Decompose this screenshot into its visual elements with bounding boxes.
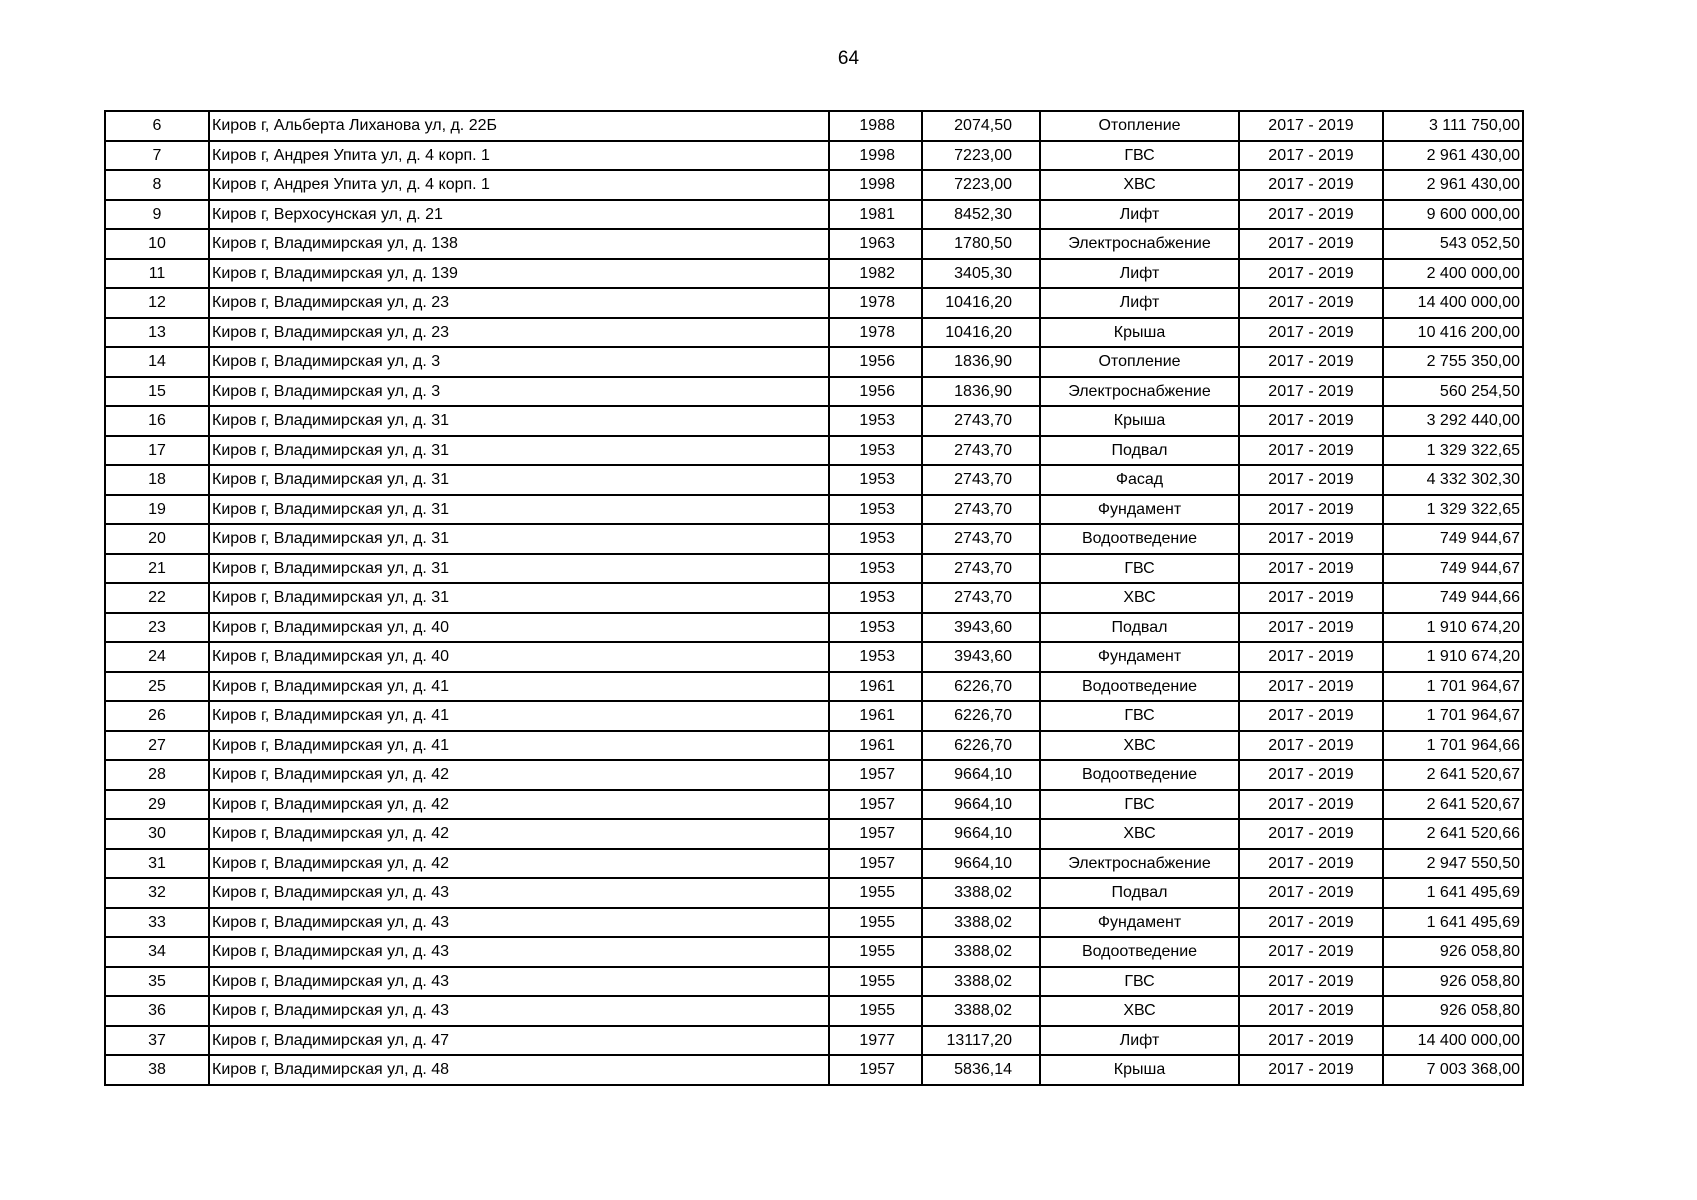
address-cell: Киров г, Альберта Лиханова ул, д. 22Б xyxy=(209,111,829,141)
row-number-cell: 12 xyxy=(105,288,209,318)
area-cell: 2743,70 xyxy=(922,583,1040,613)
area-cell: 13117,20 xyxy=(922,1026,1040,1056)
period-cell: 2017 - 2019 xyxy=(1239,908,1383,938)
period-cell: 2017 - 2019 xyxy=(1239,170,1383,200)
area-cell: 9664,10 xyxy=(922,849,1040,879)
table-row xyxy=(105,790,1523,820)
area-cell: 1836,90 xyxy=(922,347,1040,377)
cost-cell: 2 755 350,00 xyxy=(1383,347,1523,377)
build-year-cell: 1953 xyxy=(829,436,922,466)
address-cell: Киров г, Андрея Упита ул, д. 4 корп. 1 xyxy=(209,141,829,171)
table-row xyxy=(105,937,1523,967)
address-cell: Киров г, Владимирская ул, д. 42 xyxy=(209,819,829,849)
period-cell: 2017 - 2019 xyxy=(1239,465,1383,495)
work-type-cell: ХВС xyxy=(1040,731,1239,761)
period-cell: 2017 - 2019 xyxy=(1239,731,1383,761)
table-row xyxy=(105,229,1523,259)
page-number: 64 xyxy=(837,48,860,69)
table-row xyxy=(105,495,1523,525)
area-cell: 3388,02 xyxy=(922,996,1040,1026)
build-year-cell: 1963 xyxy=(829,229,922,259)
work-type-cell: Крыша xyxy=(1040,318,1239,348)
period-cell: 2017 - 2019 xyxy=(1239,701,1383,731)
address-cell: Киров г, Верхосунская ул, д. 21 xyxy=(209,200,829,230)
cost-cell: 1 641 495,69 xyxy=(1383,878,1523,908)
work-type-cell: ГВС xyxy=(1040,554,1239,584)
table-row xyxy=(105,613,1523,643)
table-row xyxy=(105,524,1523,554)
table-row xyxy=(105,377,1523,407)
build-year-cell: 1957 xyxy=(829,760,922,790)
area-cell: 6226,70 xyxy=(922,701,1040,731)
cost-cell: 14 400 000,00 xyxy=(1383,1026,1523,1056)
cost-cell: 2 641 520,67 xyxy=(1383,790,1523,820)
row-number-cell: 6 xyxy=(105,111,209,141)
address-cell: Киров г, Владимирская ул, д. 41 xyxy=(209,731,829,761)
table-row xyxy=(105,967,1523,997)
row-number-cell: 38 xyxy=(105,1055,209,1085)
cost-cell: 7 003 368,00 xyxy=(1383,1055,1523,1085)
build-year-cell: 1953 xyxy=(829,554,922,584)
build-year-cell: 1998 xyxy=(829,170,922,200)
table-row xyxy=(105,642,1523,672)
row-number-cell: 17 xyxy=(105,436,209,466)
period-cell: 2017 - 2019 xyxy=(1239,436,1383,466)
table-row xyxy=(105,200,1523,230)
row-number-cell: 21 xyxy=(105,554,209,584)
address-cell: Киров г, Владимирская ул, д. 3 xyxy=(209,377,829,407)
work-type-cell: Фасад xyxy=(1040,465,1239,495)
address-cell: Киров г, Владимирская ул, д. 138 xyxy=(209,229,829,259)
work-type-cell: Водоотведение xyxy=(1040,672,1239,702)
period-cell: 2017 - 2019 xyxy=(1239,849,1383,879)
build-year-cell: 1957 xyxy=(829,819,922,849)
cost-cell: 3 111 750,00 xyxy=(1383,111,1523,141)
row-number-cell: 9 xyxy=(105,200,209,230)
work-type-cell: Подвал xyxy=(1040,613,1239,643)
work-type-cell: ХВС xyxy=(1040,996,1239,1026)
period-cell: 2017 - 2019 xyxy=(1239,377,1383,407)
work-type-cell: Лифт xyxy=(1040,288,1239,318)
row-number-cell: 30 xyxy=(105,819,209,849)
row-number-cell: 28 xyxy=(105,760,209,790)
cost-cell: 10 416 200,00 xyxy=(1383,318,1523,348)
cost-cell: 926 058,80 xyxy=(1383,967,1523,997)
period-cell: 2017 - 2019 xyxy=(1239,672,1383,702)
row-number-cell: 18 xyxy=(105,465,209,495)
table-row xyxy=(105,701,1523,731)
work-type-cell: Фундамент xyxy=(1040,495,1239,525)
address-cell: Киров г, Владимирская ул, д. 42 xyxy=(209,760,829,790)
cost-cell: 749 944,67 xyxy=(1383,554,1523,584)
build-year-cell: 1961 xyxy=(829,731,922,761)
row-number-cell: 26 xyxy=(105,701,209,731)
period-cell: 2017 - 2019 xyxy=(1239,495,1383,525)
area-cell: 9664,10 xyxy=(922,819,1040,849)
table-row xyxy=(105,849,1523,879)
row-number-cell: 32 xyxy=(105,878,209,908)
period-cell: 2017 - 2019 xyxy=(1239,583,1383,613)
table-row xyxy=(105,259,1523,289)
period-cell: 2017 - 2019 xyxy=(1239,318,1383,348)
area-cell: 9664,10 xyxy=(922,760,1040,790)
period-cell: 2017 - 2019 xyxy=(1239,937,1383,967)
table-row xyxy=(105,288,1523,318)
cost-cell: 2 961 430,00 xyxy=(1383,170,1523,200)
build-year-cell: 1955 xyxy=(829,878,922,908)
cost-cell: 749 944,66 xyxy=(1383,583,1523,613)
cost-cell: 1 910 674,20 xyxy=(1383,642,1523,672)
build-year-cell: 1978 xyxy=(829,288,922,318)
work-type-cell: Водоотведение xyxy=(1040,524,1239,554)
work-type-cell: ГВС xyxy=(1040,701,1239,731)
period-cell: 2017 - 2019 xyxy=(1239,229,1383,259)
build-year-cell: 1953 xyxy=(829,583,922,613)
area-cell: 8452,30 xyxy=(922,200,1040,230)
address-cell: Киров г, Владимирская ул, д. 31 xyxy=(209,436,829,466)
build-year-cell: 1956 xyxy=(829,347,922,377)
address-cell: Киров г, Владимирская ул, д. 31 xyxy=(209,465,829,495)
address-cell: Киров г, Владимирская ул, д. 31 xyxy=(209,554,829,584)
table-row xyxy=(105,111,1523,141)
address-cell: Киров г, Владимирская ул, д. 31 xyxy=(209,583,829,613)
address-cell: Киров г, Владимирская ул, д. 47 xyxy=(209,1026,829,1056)
build-year-cell: 1988 xyxy=(829,111,922,141)
table-row xyxy=(105,583,1523,613)
period-cell: 2017 - 2019 xyxy=(1239,790,1383,820)
cost-cell: 749 944,67 xyxy=(1383,524,1523,554)
row-number-cell: 33 xyxy=(105,908,209,938)
build-year-cell: 1953 xyxy=(829,642,922,672)
row-number-cell: 31 xyxy=(105,849,209,879)
period-cell: 2017 - 2019 xyxy=(1239,111,1383,141)
table-row xyxy=(105,406,1523,436)
table-row xyxy=(105,731,1523,761)
address-cell: Киров г, Владимирская ул, д. 139 xyxy=(209,259,829,289)
area-cell: 7223,00 xyxy=(922,170,1040,200)
work-type-cell: Крыша xyxy=(1040,1055,1239,1085)
cost-cell: 926 058,80 xyxy=(1383,996,1523,1026)
row-number-cell: 37 xyxy=(105,1026,209,1056)
row-number-cell: 25 xyxy=(105,672,209,702)
table-row xyxy=(105,819,1523,849)
row-number-cell: 16 xyxy=(105,406,209,436)
row-number-cell: 19 xyxy=(105,495,209,525)
table-row xyxy=(105,141,1523,171)
work-type-cell: ГВС xyxy=(1040,790,1239,820)
period-cell: 2017 - 2019 xyxy=(1239,288,1383,318)
work-type-cell: Электроснабжение xyxy=(1040,229,1239,259)
cost-cell: 1 329 322,65 xyxy=(1383,495,1523,525)
work-type-cell: Электроснабжение xyxy=(1040,377,1239,407)
work-type-cell: Водоотведение xyxy=(1040,937,1239,967)
build-year-cell: 1956 xyxy=(829,377,922,407)
table-row xyxy=(105,347,1523,377)
build-year-cell: 1953 xyxy=(829,524,922,554)
cost-cell: 2 400 000,00 xyxy=(1383,259,1523,289)
table-row xyxy=(105,436,1523,466)
build-year-cell: 1957 xyxy=(829,849,922,879)
build-year-cell: 1953 xyxy=(829,613,922,643)
build-year-cell: 1977 xyxy=(829,1026,922,1056)
cost-cell: 543 052,50 xyxy=(1383,229,1523,259)
work-type-cell: ХВС xyxy=(1040,583,1239,613)
period-cell: 2017 - 2019 xyxy=(1239,996,1383,1026)
address-cell: Киров г, Владимирская ул, д. 43 xyxy=(209,908,829,938)
area-cell: 3943,60 xyxy=(922,642,1040,672)
address-cell: Киров г, Владимирская ул, д. 41 xyxy=(209,672,829,702)
address-cell: Киров г, Владимирская ул, д. 42 xyxy=(209,849,829,879)
work-type-cell: ХВС xyxy=(1040,170,1239,200)
period-cell: 2017 - 2019 xyxy=(1239,878,1383,908)
row-number-cell: 34 xyxy=(105,937,209,967)
period-cell: 2017 - 2019 xyxy=(1239,967,1383,997)
work-type-cell: Подвал xyxy=(1040,436,1239,466)
row-number-cell: 14 xyxy=(105,347,209,377)
period-cell: 2017 - 2019 xyxy=(1239,613,1383,643)
area-cell: 2743,70 xyxy=(922,554,1040,584)
period-cell: 2017 - 2019 xyxy=(1239,524,1383,554)
build-year-cell: 1953 xyxy=(829,495,922,525)
work-type-cell: Отопление xyxy=(1040,111,1239,141)
cost-cell: 1 701 964,67 xyxy=(1383,701,1523,731)
period-cell: 2017 - 2019 xyxy=(1239,141,1383,171)
address-cell: Киров г, Владимирская ул, д. 31 xyxy=(209,406,829,436)
work-type-cell: Фундамент xyxy=(1040,642,1239,672)
cost-cell: 4 332 302,30 xyxy=(1383,465,1523,495)
row-number-cell: 7 xyxy=(105,141,209,171)
row-number-cell: 35 xyxy=(105,967,209,997)
cost-cell: 2 961 430,00 xyxy=(1383,141,1523,171)
build-year-cell: 1957 xyxy=(829,790,922,820)
area-cell: 5836,14 xyxy=(922,1055,1040,1085)
work-type-cell: ГВС xyxy=(1040,141,1239,171)
area-cell: 2743,70 xyxy=(922,465,1040,495)
table-row xyxy=(105,672,1523,702)
work-type-cell: Фундамент xyxy=(1040,908,1239,938)
build-year-cell: 1998 xyxy=(829,141,922,171)
cost-cell: 1 701 964,67 xyxy=(1383,672,1523,702)
cost-cell: 3 292 440,00 xyxy=(1383,406,1523,436)
address-cell: Киров г, Владимирская ул, д. 31 xyxy=(209,524,829,554)
area-cell: 3388,02 xyxy=(922,937,1040,967)
area-cell: 2074,50 xyxy=(922,111,1040,141)
table-row xyxy=(105,908,1523,938)
period-cell: 2017 - 2019 xyxy=(1239,406,1383,436)
build-year-cell: 1955 xyxy=(829,908,922,938)
build-year-cell: 1957 xyxy=(829,1055,922,1085)
area-cell: 2743,70 xyxy=(922,406,1040,436)
row-number-cell: 8 xyxy=(105,170,209,200)
table-row xyxy=(105,465,1523,495)
period-cell: 2017 - 2019 xyxy=(1239,554,1383,584)
address-cell: Киров г, Владимирская ул, д. 23 xyxy=(209,318,829,348)
address-cell: Киров г, Владимирская ул, д. 3 xyxy=(209,347,829,377)
area-cell: 3388,02 xyxy=(922,967,1040,997)
cost-cell: 926 058,80 xyxy=(1383,937,1523,967)
build-year-cell: 1955 xyxy=(829,967,922,997)
period-cell: 2017 - 2019 xyxy=(1239,347,1383,377)
work-type-cell: Электроснабжение xyxy=(1040,849,1239,879)
address-cell: Киров г, Владимирская ул, д. 43 xyxy=(209,967,829,997)
address-cell: Киров г, Владимирская ул, д. 40 xyxy=(209,613,829,643)
table-row xyxy=(105,996,1523,1026)
build-year-cell: 1953 xyxy=(829,465,922,495)
row-number-cell: 15 xyxy=(105,377,209,407)
cost-cell: 2 947 550,50 xyxy=(1383,849,1523,879)
period-cell: 2017 - 2019 xyxy=(1239,819,1383,849)
address-cell: Киров г, Владимирская ул, д. 48 xyxy=(209,1055,829,1085)
address-cell: Киров г, Владимирская ул, д. 42 xyxy=(209,790,829,820)
area-cell: 10416,20 xyxy=(922,288,1040,318)
address-cell: Киров г, Владимирская ул, д. 23 xyxy=(209,288,829,318)
area-cell: 1836,90 xyxy=(922,377,1040,407)
area-cell: 6226,70 xyxy=(922,672,1040,702)
build-year-cell: 1961 xyxy=(829,701,922,731)
row-number-cell: 29 xyxy=(105,790,209,820)
address-cell: Киров г, Андрея Упита ул, д. 4 корп. 1 xyxy=(209,170,829,200)
work-type-cell: Крыша xyxy=(1040,406,1239,436)
row-number-cell: 11 xyxy=(105,259,209,289)
build-year-cell: 1955 xyxy=(829,937,922,967)
area-cell: 1780,50 xyxy=(922,229,1040,259)
work-type-cell: Лифт xyxy=(1040,259,1239,289)
row-number-cell: 36 xyxy=(105,996,209,1026)
work-type-cell: Лифт xyxy=(1040,200,1239,230)
table-row xyxy=(105,760,1523,790)
address-cell: Киров г, Владимирская ул, д. 40 xyxy=(209,642,829,672)
row-number-cell: 20 xyxy=(105,524,209,554)
cost-cell: 14 400 000,00 xyxy=(1383,288,1523,318)
build-year-cell: 1978 xyxy=(829,318,922,348)
period-cell: 2017 - 2019 xyxy=(1239,200,1383,230)
period-cell: 2017 - 2019 xyxy=(1239,760,1383,790)
table-row xyxy=(105,554,1523,584)
repair-register-table xyxy=(104,110,1524,1086)
area-cell: 3388,02 xyxy=(922,908,1040,938)
row-number-cell: 10 xyxy=(105,229,209,259)
table-row xyxy=(105,1055,1523,1085)
work-type-cell: Подвал xyxy=(1040,878,1239,908)
cost-cell: 1 910 674,20 xyxy=(1383,613,1523,643)
area-cell: 7223,00 xyxy=(922,141,1040,171)
period-cell: 2017 - 2019 xyxy=(1239,1026,1383,1056)
row-number-cell: 24 xyxy=(105,642,209,672)
row-number-cell: 22 xyxy=(105,583,209,613)
work-type-cell: ХВС xyxy=(1040,819,1239,849)
cost-cell: 2 641 520,66 xyxy=(1383,819,1523,849)
period-cell: 2017 - 2019 xyxy=(1239,1055,1383,1085)
area-cell: 10416,20 xyxy=(922,318,1040,348)
build-year-cell: 1953 xyxy=(829,406,922,436)
period-cell: 2017 - 2019 xyxy=(1239,259,1383,289)
address-cell: Киров г, Владимирская ул, д. 43 xyxy=(209,937,829,967)
row-number-cell: 23 xyxy=(105,613,209,643)
area-cell: 2743,70 xyxy=(922,524,1040,554)
build-year-cell: 1955 xyxy=(829,996,922,1026)
address-cell: Киров г, Владимирская ул, д. 31 xyxy=(209,495,829,525)
row-number-cell: 27 xyxy=(105,731,209,761)
table-row xyxy=(105,878,1523,908)
area-cell: 9664,10 xyxy=(922,790,1040,820)
cost-cell: 2 641 520,67 xyxy=(1383,760,1523,790)
address-cell: Киров г, Владимирская ул, д. 43 xyxy=(209,878,829,908)
table-row xyxy=(105,170,1523,200)
cost-cell: 1 701 964,66 xyxy=(1383,731,1523,761)
table-body xyxy=(105,111,1523,1085)
work-type-cell: Водоотведение xyxy=(1040,760,1239,790)
area-cell: 3405,30 xyxy=(922,259,1040,289)
area-cell: 3943,60 xyxy=(922,613,1040,643)
work-type-cell: Лифт xyxy=(1040,1026,1239,1056)
area-cell: 6226,70 xyxy=(922,731,1040,761)
cost-cell: 1 329 322,65 xyxy=(1383,436,1523,466)
cost-cell: 1 641 495,69 xyxy=(1383,908,1523,938)
cost-cell: 560 254,50 xyxy=(1383,377,1523,407)
build-year-cell: 1981 xyxy=(829,200,922,230)
area-cell: 3388,02 xyxy=(922,878,1040,908)
address-cell: Киров г, Владимирская ул, д. 43 xyxy=(209,996,829,1026)
work-type-cell: ГВС xyxy=(1040,967,1239,997)
cost-cell: 9 600 000,00 xyxy=(1383,200,1523,230)
address-cell: Киров г, Владимирская ул, д. 41 xyxy=(209,701,829,731)
build-year-cell: 1982 xyxy=(829,259,922,289)
area-cell: 2743,70 xyxy=(922,436,1040,466)
build-year-cell: 1961 xyxy=(829,672,922,702)
work-type-cell: Отопление xyxy=(1040,347,1239,377)
area-cell: 2743,70 xyxy=(922,495,1040,525)
row-number-cell: 13 xyxy=(105,318,209,348)
table-row xyxy=(105,318,1523,348)
table-row xyxy=(105,1026,1523,1056)
period-cell: 2017 - 2019 xyxy=(1239,642,1383,672)
